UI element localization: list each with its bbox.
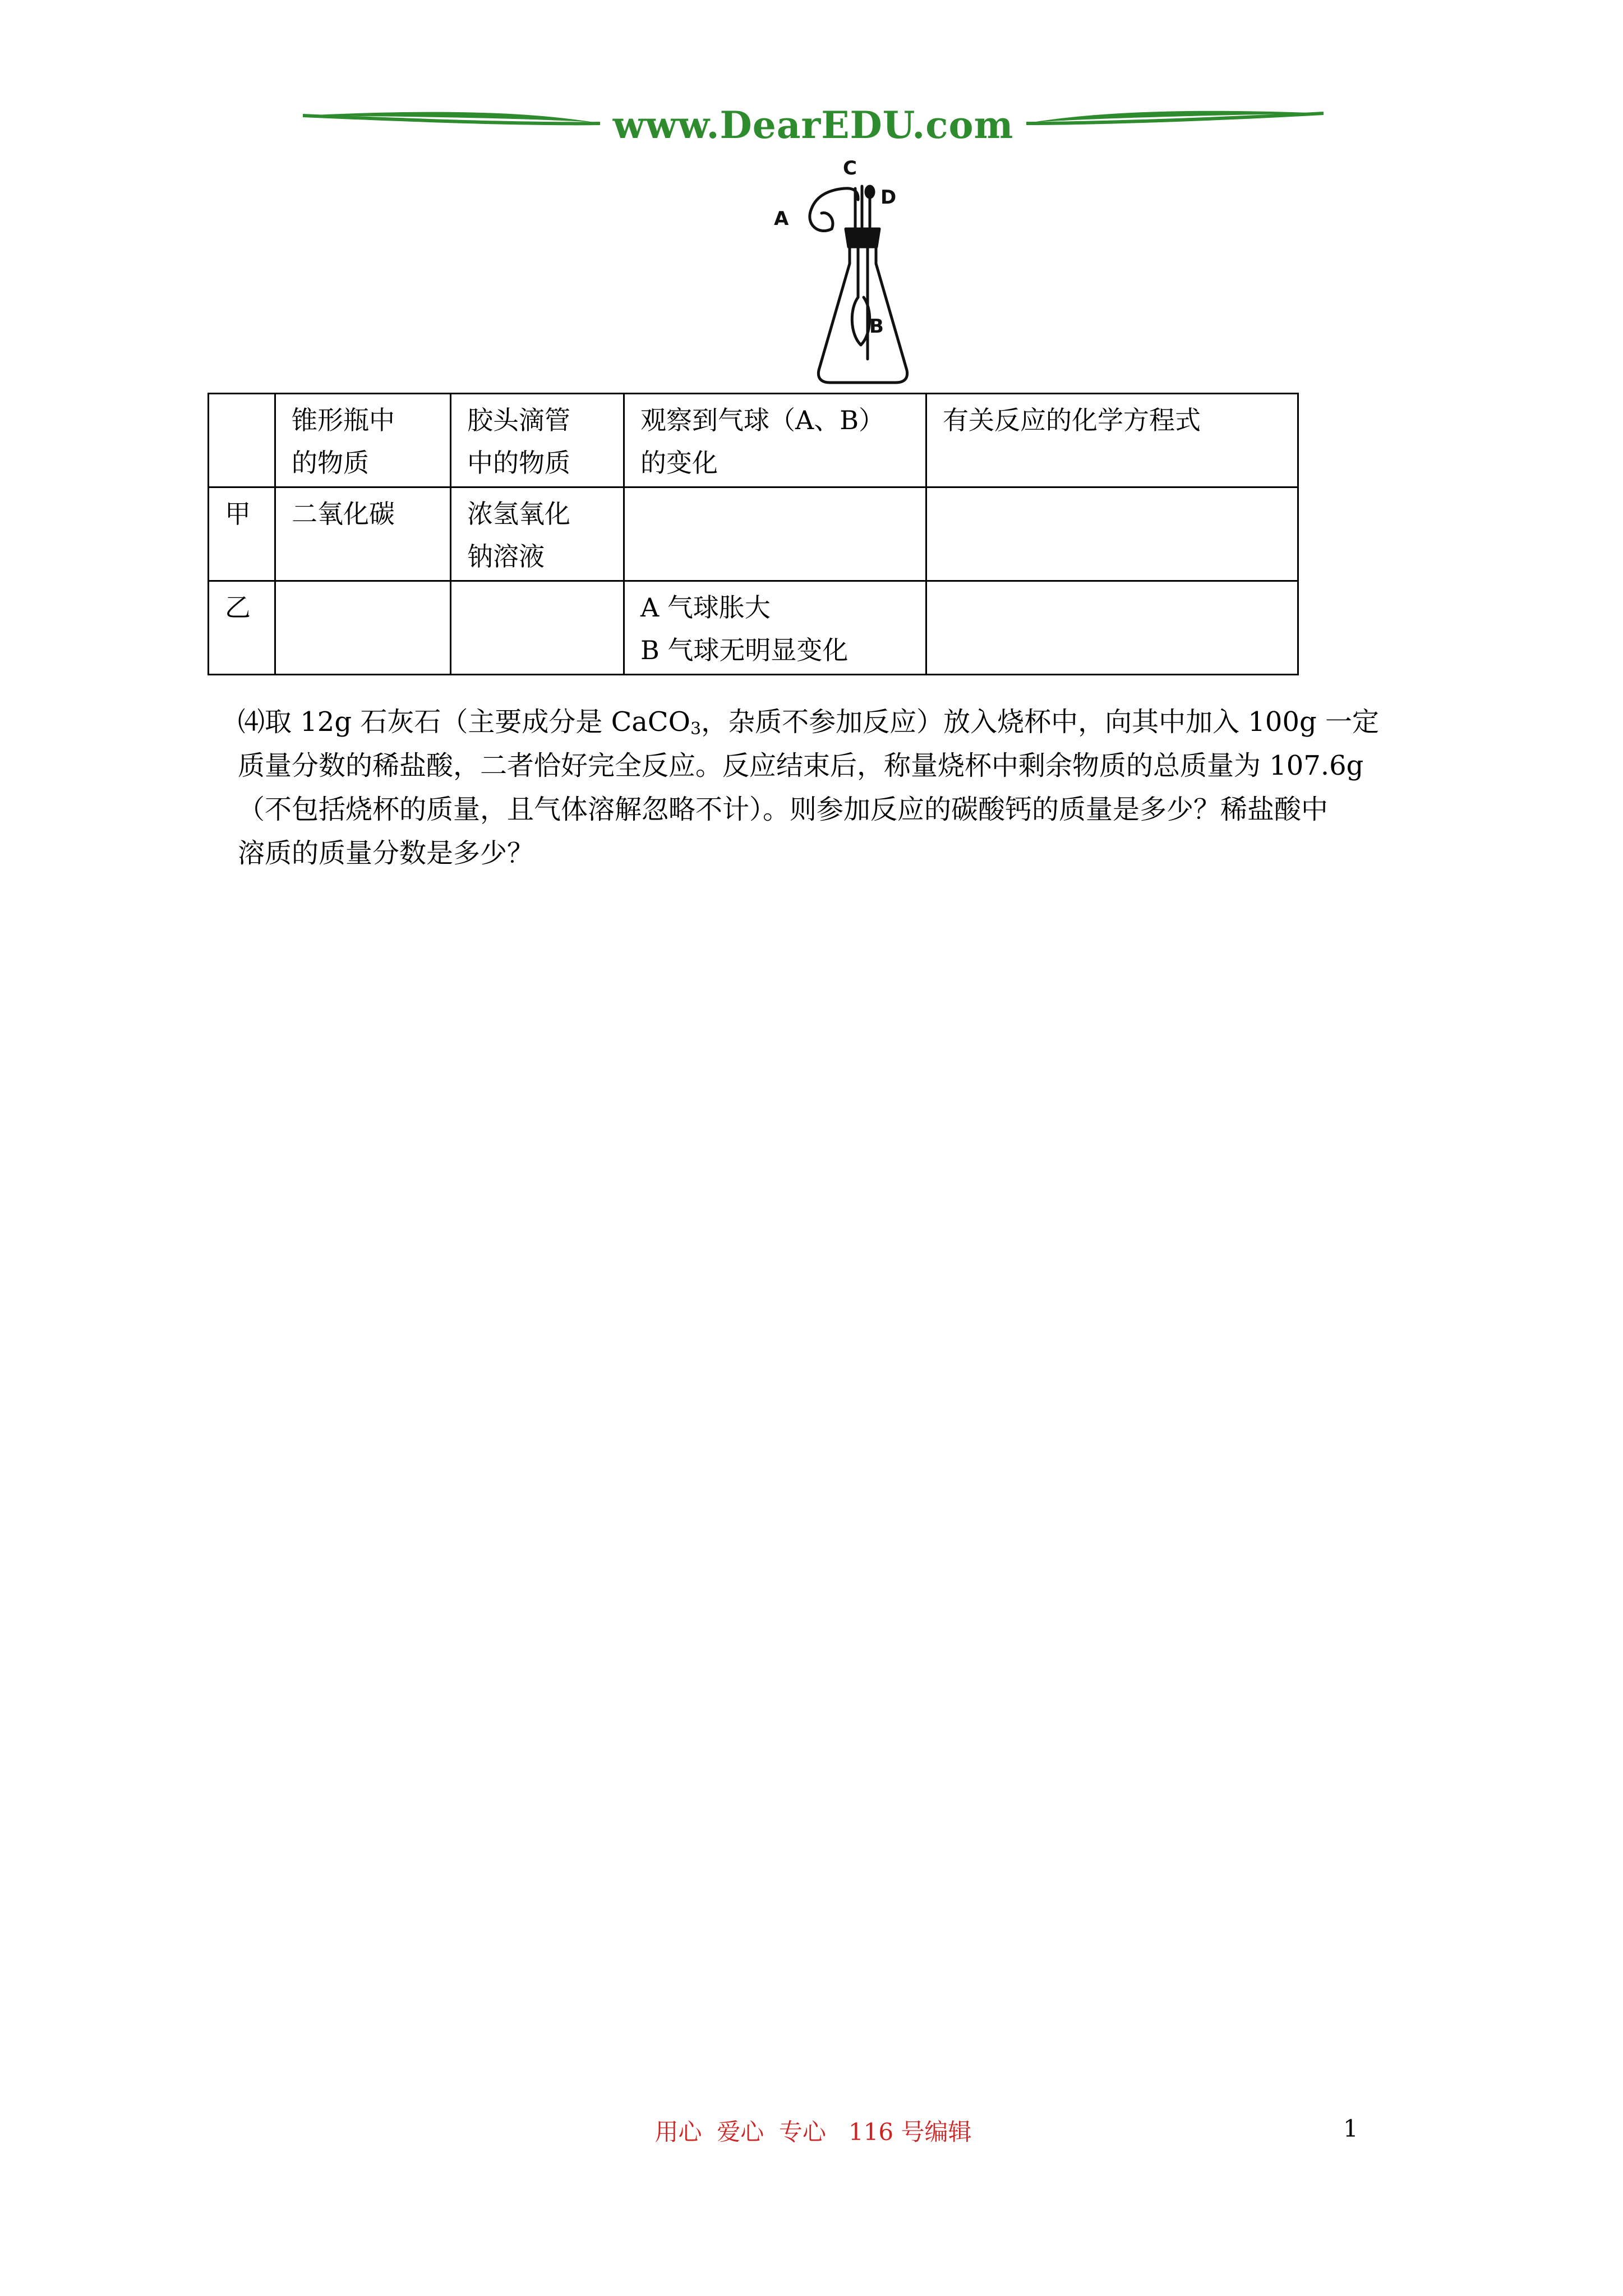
cell-dropper-substance	[451, 581, 624, 675]
table-row	[209, 487, 1298, 581]
flask-figure	[766, 157, 934, 390]
question-line: 溶质的质量分数是多少？	[238, 838, 534, 869]
flask-label-d: D	[880, 186, 897, 209]
table-row	[209, 581, 1298, 675]
row-label-jia: 甲	[209, 487, 275, 581]
footer-text: 用心 爱心 专心 116 号编辑	[654, 2118, 972, 2146]
question-line: ⑷取 12g 石灰石（主要成分是 CaCO$_3$，杂质不参加反应）放入烧杯中，向其中加入 100g 一定	[238, 706, 1379, 739]
page-number: 1	[1343, 2115, 1358, 2142]
site-name: www.DearEDU.com	[612, 103, 1014, 147]
question-text	[238, 700, 1421, 875]
flask-label-a: A	[774, 208, 789, 230]
table-header-row	[209, 394, 1298, 487]
row-label-yi: 乙	[209, 581, 275, 675]
table-header-cell-dropper: 胶头滴管 中的物质	[451, 394, 624, 487]
table-header-cell-equation: 有关反应的化学方程式	[926, 394, 1298, 487]
cell-balloon-change: A 气球胀大 B 气球无明显变化	[624, 581, 926, 675]
question-4	[238, 700, 1421, 875]
table-header-cell-blank	[209, 394, 275, 487]
erlenmeyer-flask-diagram	[766, 157, 934, 390]
cell-dropper-substance: 浓氢氧化 钠溶液	[451, 487, 624, 581]
cell-equation	[926, 487, 1298, 581]
question-line: 质量分数的稀盐酸，二者恰好完全反应。反应结束后，称量烧杯中剩余物质的总质量为 107.6g	[238, 750, 1364, 781]
table-header-cell-flask: 锥形瓶中 的物质	[275, 394, 451, 487]
cell-flask-substance: 二氧化碳	[275, 487, 451, 581]
cell-flask-substance	[275, 581, 451, 675]
cell-balloon-change	[624, 487, 926, 581]
experiment-table	[208, 393, 1299, 675]
cell-equation	[926, 581, 1298, 675]
question-line: （不包括烧杯的质量，且气体溶解忽略不计）。则参加反应的碳酸钙的质量是多少？稀盐酸中	[238, 794, 1329, 825]
header-banner	[303, 100, 1324, 150]
table-header-cell-balloon: 观察到气球（A、B） 的变化	[624, 394, 926, 487]
flask-label-b: B	[869, 315, 884, 338]
flask-label-c: C	[843, 157, 857, 180]
